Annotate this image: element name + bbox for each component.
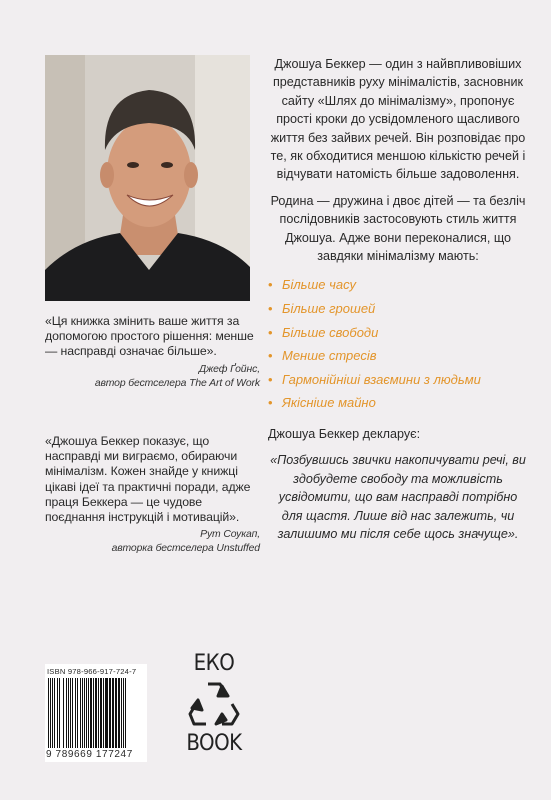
- barcode-bar: [77, 678, 78, 748]
- publisher-logo-line-2: BOOK: [186, 731, 242, 756]
- book-description: [268, 55, 528, 551]
- list-item: • Більше грошей: [268, 297, 528, 321]
- barcode-bar: [112, 678, 114, 748]
- barcode-bar: [50, 678, 51, 748]
- barcode-bar: [125, 678, 126, 748]
- declare-intro: Джошуа Беккер декларує:: [268, 427, 421, 442]
- barcode-bar: [88, 678, 89, 748]
- barcode-bar: [90, 678, 92, 748]
- barcode-bar: [57, 678, 58, 748]
- publisher-logo: [183, 652, 245, 762]
- barcode-bar: [68, 678, 69, 748]
- publisher-logo-line-1: ЕКО: [193, 651, 235, 676]
- barcode-bar: [100, 678, 102, 748]
- barcode-bar: [98, 678, 99, 748]
- review-author: [45, 363, 260, 391]
- description-paragraph-1: Джошуа Беккер — один з найвпливовіших представників руху мінімалістів, засновник сайту «Шлях до мінімалізму», пропонує прості кроки до усвідомленого щасливого життя без зайвих речей. Він розповідає про те, як обходитися меншою кількістю речей і відчувати натомість більше задоволення.: [270, 57, 526, 182]
- list-item: • Більше свободи: [268, 321, 528, 345]
- list-item: • Більше часу: [268, 273, 528, 297]
- barcode-bar: [103, 678, 104, 748]
- list-item: • Якісніше майно: [268, 391, 528, 415]
- review-author-role: авторка бестселера Unstuffed: [111, 543, 260, 555]
- barcode-bar: [59, 678, 60, 748]
- barcode-bar: [123, 678, 124, 748]
- barcode-bar: [82, 678, 83, 748]
- review-author-name: Джеф Ґойнс,: [198, 363, 260, 375]
- barcode-bar: [93, 678, 94, 748]
- barcode-bar: [86, 678, 87, 748]
- barcode-bar: [66, 678, 67, 748]
- barcode-bar: [118, 678, 120, 748]
- review-author-name: Рут Соукап,: [200, 529, 260, 541]
- review-quote-1: [45, 314, 260, 391]
- review-author-role: автор бестселера The Art of Work: [94, 377, 260, 389]
- barcode-bar: [105, 678, 108, 748]
- barcode-bar: [52, 678, 53, 748]
- barcode-bar: [75, 678, 76, 748]
- declare-quote: «Позбувшись звички накопичувати речі, ви здобудете свободу та можливість усвідомити, що вам насправді потрібно для щастя. Лише від нас залежить, чи залишимо ми після себе щось значуще».: [270, 453, 526, 542]
- list-item: • Менше стресів: [268, 344, 528, 368]
- review-author: [45, 528, 260, 556]
- barcode-bar: [121, 678, 122, 748]
- barcode-digits: 9 789669 177247: [46, 749, 133, 760]
- barcode-bar: [95, 678, 97, 748]
- barcode-bar: [63, 678, 64, 748]
- barcode-bar: [109, 678, 111, 748]
- review-quote-2: [45, 434, 260, 556]
- recycle-icon: [188, 678, 240, 730]
- barcode-bar: [80, 678, 81, 748]
- author-photo: [45, 55, 250, 301]
- list-item: • Гармонійніші взаємини з людьми: [268, 368, 528, 392]
- isbn-label: ISBN 978-966-917-724-7: [47, 667, 137, 676]
- barcode-bar: [48, 678, 49, 748]
- barcode-bar: [115, 678, 117, 748]
- description-paragraph-2: Родина — дружина і двоє дітей — та безліч послідовників застосовують стиль життя Джошуа. Адже вони переконалися, що завдяки мінімалізму мають:: [270, 193, 526, 264]
- barcode-bar: [72, 678, 73, 748]
- barcode-bars: [45, 678, 147, 748]
- review-quote-text: «Джошуа Беккер показує, що насправді ми виграємо, обираючи мінімалізм. Кожен знайде у книжці цікаві ідеї та практичні поради, адже праця Беккера — це чудове поєднання інструкцій і мотивацій».: [45, 434, 251, 525]
- review-quote-text: «Ця книжка змінить ваше життя за допомогою простого рішення: менше — насправді означає більше».: [45, 314, 254, 359]
- barcode-bar: [54, 678, 55, 748]
- isbn-barcode: [45, 664, 147, 762]
- barcode-bar: [84, 678, 85, 748]
- benefits-list: [268, 273, 528, 415]
- barcode-bar: [70, 678, 71, 748]
